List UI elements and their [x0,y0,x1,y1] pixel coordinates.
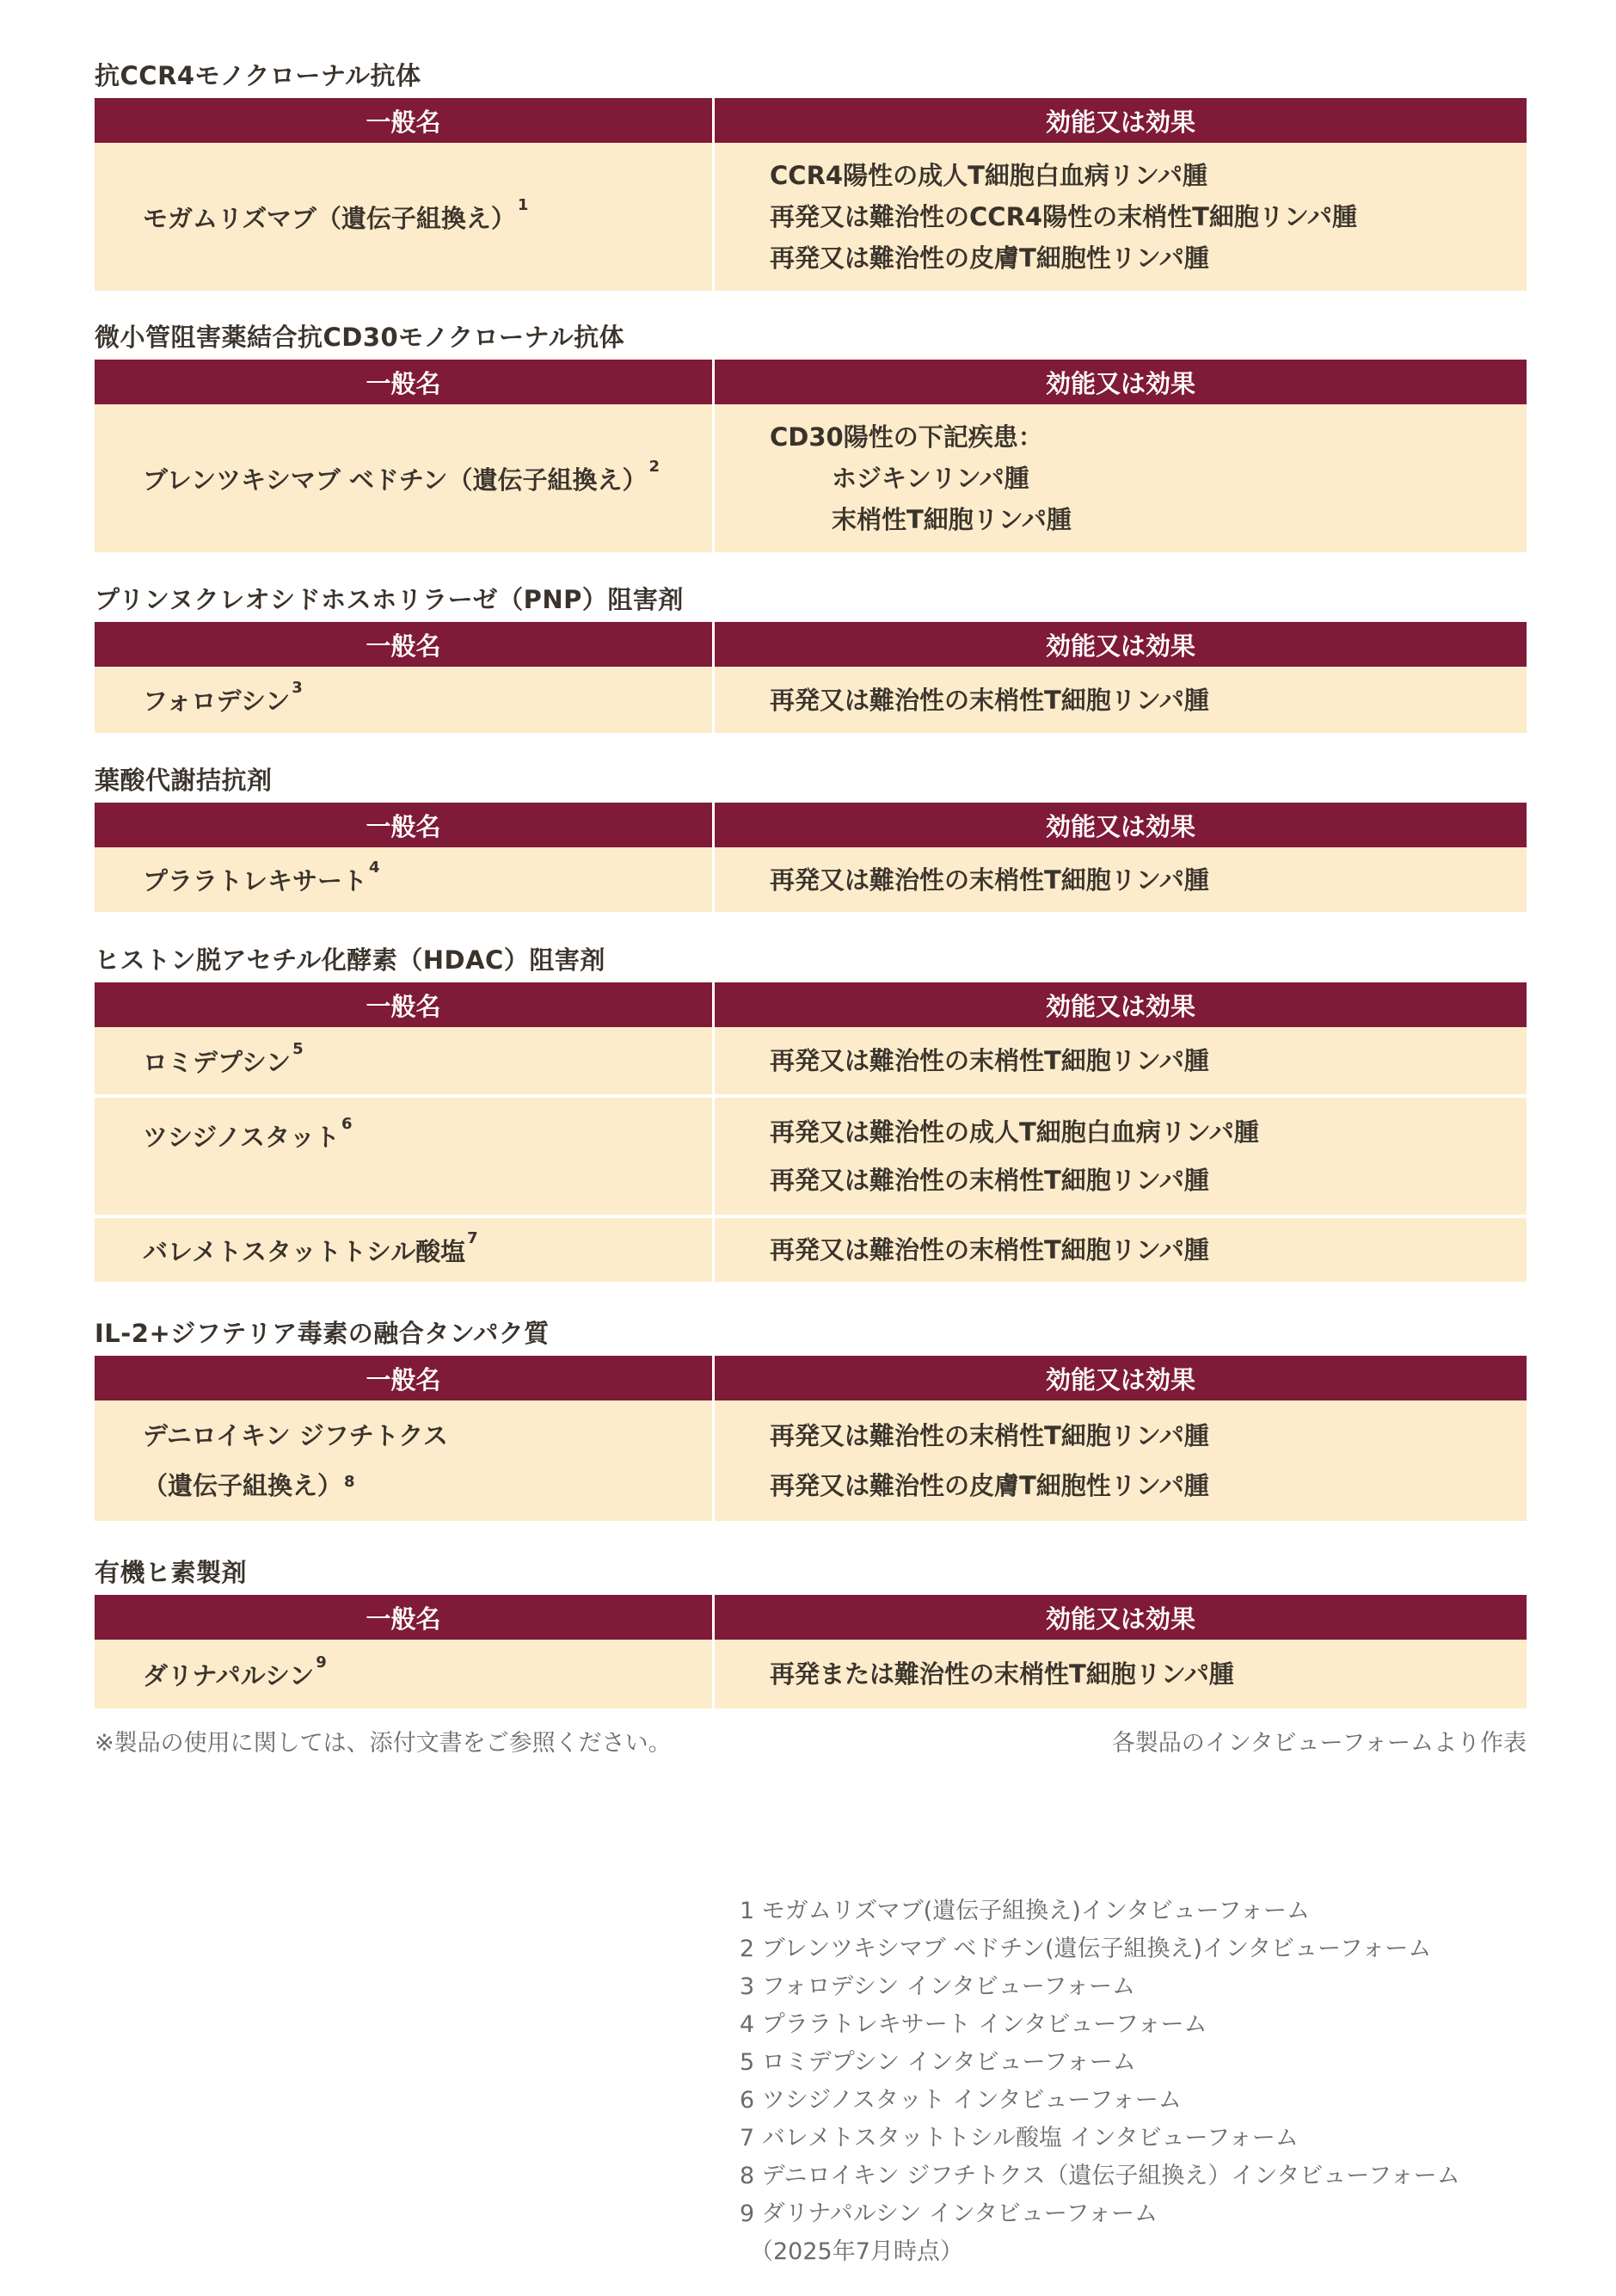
header-name: 一般名 [95,1356,714,1400]
effect-line: 再発または難治性の末梢性T細胞リンパ腫 [770,1659,1234,1689]
drug-name: ブレンツキシマブ ベドチン（遺伝子組換え） [143,465,648,495]
effect-line: 再発又は難治性の末梢性T細胞リンパ腫 [770,685,1209,715]
reference-item: 2 ブレンツキシマブ ベドチン(遺伝子組換え)インタビューフォーム [740,1936,1432,1962]
footnote-ref: 4 [369,859,380,877]
effect-line: 再発又は難治性の末梢性T細胞リンパ腫 [770,865,1209,895]
section-il2-fusion [95,1316,1527,1521]
table-row [95,1640,1527,1708]
drug-name: バレメトスタットトシル酸塩 [143,1236,466,1266]
reference-item: 7 バレメトスタットトシル酸塩 インタビューフォーム [740,2125,1299,2151]
reference-item: 5 ロミデプシン インタビューフォーム [740,2049,1136,2076]
effect-cell [714,1400,1527,1521]
footnote-ref: 5 [292,1039,304,1058]
reference-item: 4 プララトレキサート インタビューフォーム [740,2011,1207,2038]
reference-item: 3 フォロデシン インタビューフォーム [740,1973,1135,2000]
footnote-ref: 2 [648,457,661,476]
reference-item: 6 ツシジノスタット インタビューフォーム [740,2087,1182,2114]
header-effect: 効能又は効果 [714,98,1527,143]
footnote-ref: 6 [341,1115,353,1133]
as-of-date: （2025年7月時点） [750,2238,963,2265]
drug-name-cell [95,1216,714,1282]
reference-list [740,1893,1460,2271]
section-title: 葉酸代謝拮抗剤 [95,766,273,795]
table-header [95,98,1527,143]
footnote-ref: 1 [517,195,529,214]
drug-name: ロミデプシン [143,1047,292,1077]
effect-line: 再発又は難治性の末梢性T細胞リンパ腫 [770,1421,1209,1450]
drug-table [95,622,1527,733]
drug-table [95,98,1527,291]
drug-table [95,982,1527,1282]
header-effect: 効能又は効果 [714,1356,1527,1400]
effect-line: 再発又は難治性の末梢性T細胞リンパ腫 [770,1235,1209,1265]
section-cd30 [95,320,1527,552]
section-antifolate [95,763,1527,912]
header-name: 一般名 [95,982,714,1027]
drug-table [95,360,1527,552]
table-header [95,360,1527,404]
footnote-ref: 9 [316,1653,327,1671]
section-hdac [95,943,1527,1282]
drug-name-cell [95,667,714,733]
footnote-ref: 3 [292,679,303,697]
drug-name-cell [95,1027,714,1096]
table-row [95,143,1527,291]
drug-name-cell [95,1400,714,1521]
header-effect: 効能又は効果 [714,982,1527,1027]
effect-line: ホジキンリンパ腫 [832,464,1029,493]
effect-cell [714,1216,1527,1282]
header-name: 一般名 [95,1595,714,1640]
effect-line: CD30陽性の下記疾患： [770,422,1043,452]
effect-cell [714,1096,1527,1216]
section-title: プリンヌクレオシドホスホリラーゼ（PNP）阻害剤 [95,585,684,614]
drug-table [95,1595,1527,1708]
effect-cell [714,1027,1527,1096]
table-header [95,1356,1527,1400]
drug-name: デニロイキン ジフチトクス [143,1421,448,1450]
section-ccr4 [95,58,1527,291]
drug-name-cell [95,143,714,291]
drug-name: ダリナパルシン [143,1660,315,1690]
section-title: 有機ヒ素製剤 [95,1558,248,1587]
footnote-ref: 8 [344,1473,355,1491]
drug-table [95,803,1527,912]
header-name: 一般名 [95,803,714,847]
table-header [95,622,1527,667]
effect-line: 末梢性T細胞リンパ腫 [832,505,1072,534]
table-row [95,404,1527,552]
drug-name-cell [95,404,714,552]
effect-line: 再発又は難治性の末梢性T細胞リンパ腫 [770,1166,1209,1195]
section-title: 微小管阻害薬結合抗CD30モノクローナル抗体 [95,323,625,352]
effect-cell [714,847,1527,912]
source-note: 各製品のインタビューフォームより作表 [1111,1730,1527,1757]
drug-name: プララトレキサート [143,866,368,896]
effect-cell [714,667,1527,733]
effect-line: 再発又は難治性のCCR4陽性の末梢性T細胞リンパ腫 [770,202,1357,231]
header-name: 一般名 [95,98,714,143]
drug-name-cell [95,1640,714,1708]
effect-line: 再発又は難治性の成人T細胞白血病リンパ腫 [770,1117,1259,1147]
drug-name-suffix: （遺伝子組換え） [143,1471,343,1500]
table-row [95,1400,1527,1521]
drug-table [95,1356,1527,1521]
header-name: 一般名 [95,360,714,404]
usage-note: ※製品の使用に関しては、添付文書をご参照ください。 [95,1730,672,1757]
section-pnp [95,582,1527,733]
header-effect: 効能又は効果 [714,622,1527,667]
table-row [95,1216,1527,1282]
section-title: IL-2+ジフテリア毒素の融合タンパク質 [95,1319,550,1348]
drug-name: ツシジノスタット [143,1123,340,1152]
drug-name: モガムリズマブ（遺伝子組換え） [143,203,516,233]
section-organic-arsenic [95,1555,1527,1708]
drug-name-cell [95,1096,714,1216]
effect-cell [714,1640,1527,1708]
section-title: 抗CCR4モノクローナル抗体 [95,61,421,90]
table-row [95,667,1527,733]
table-header [95,1595,1527,1640]
effect-line: CCR4陽性の成人T細胞白血病リンパ腫 [770,161,1207,190]
section-title: ヒストン脱アセチル化酵素（HDAC）阻害剤 [95,945,605,975]
reference-item: 8 デニロイキン ジフチトクス（遺伝子組換え）インタビューフォーム [740,2163,1460,2189]
drug-name: フォロデシン [143,686,291,716]
table-row [95,1027,1527,1096]
footnote-ref: 7 [467,1228,478,1247]
effect-cell [714,404,1527,552]
table-header [95,982,1527,1027]
effect-line: 再発又は難治性の皮膚T細胞性リンパ腫 [770,1471,1209,1500]
reference-item: 9 ダリナパルシン インタビューフォーム [740,2201,1158,2227]
header-effect: 効能又は効果 [714,1595,1527,1640]
reference-item: 1 モガムリズマブ(遺伝子組換え)インタビューフォーム [740,1898,1310,1924]
table-header [95,803,1527,847]
effect-line: 再発又は難治性の末梢性T細胞リンパ腫 [770,1046,1209,1075]
effect-line: 再発又は難治性の皮膚T細胞性リンパ腫 [770,243,1209,273]
header-name: 一般名 [95,622,714,667]
effect-cell [714,143,1527,291]
drug-name-cell [95,847,714,912]
header-effect: 効能又は効果 [714,360,1527,404]
table-row [95,1096,1527,1216]
header-effect: 効能又は効果 [714,803,1527,847]
table-row [95,847,1527,912]
